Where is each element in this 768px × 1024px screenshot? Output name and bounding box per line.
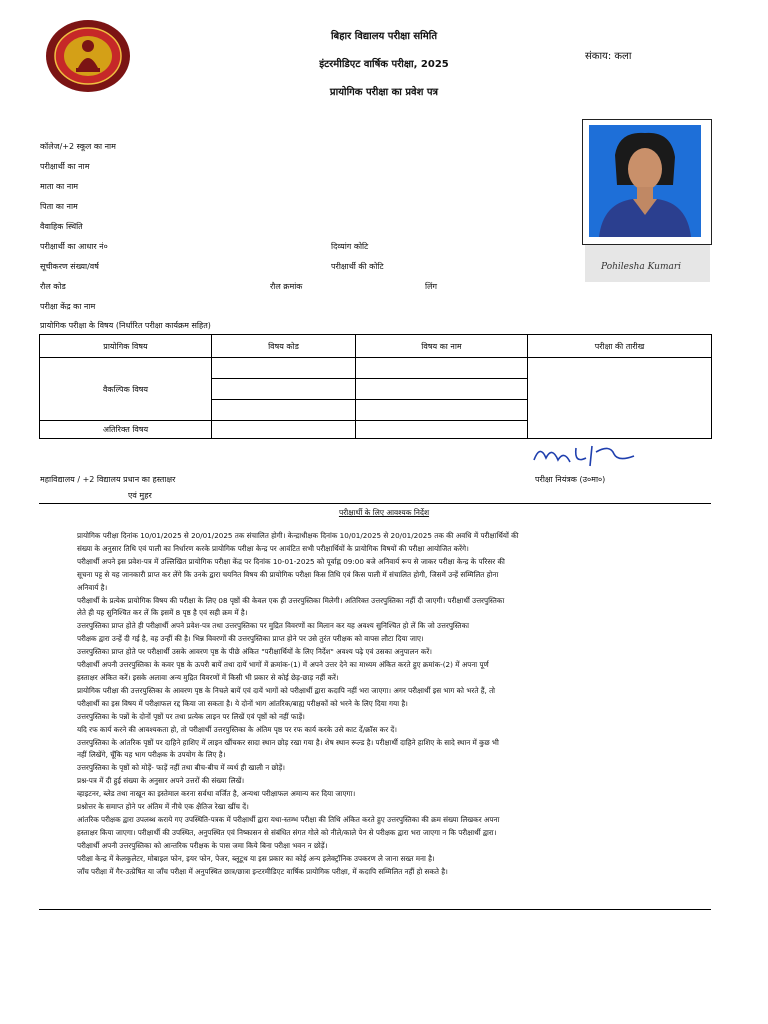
instruction-line: आंतरिक परीक्षक द्वारा उपलब्ध कराये गए उपस्थिति-पत्रक में परीक्षार्थी द्वारा यथा-स्तम्भ परीक्षा की तिथि अंकित करते हुए उत्तरपुस्तिका की क्रम संख्या लिखकर अपना: [77, 814, 500, 824]
divider: [39, 503, 711, 504]
table-cell: [528, 358, 712, 439]
instruction-line: लेते ही यह सुनिश्चित कर लें कि इसमें 8 पृष्ठ है एवं सही क्रम में है।: [77, 608, 248, 618]
field-college: कॉलेज/+2 स्कूल का नाम: [40, 142, 116, 151]
instruction-line: प्रायोगिक परीक्षा दिनांक 10/01/2025 से 20/01/2025 तक संचालित होगी। केन्द्राधीक्षक दिनांक 10/01/2025 से 20/01/2025 तक की अवधि में परीक्षार्थियों की: [77, 531, 519, 540]
field-disability: दिव्यांग कोटि: [331, 242, 369, 251]
field-aadhar: परीक्षार्थी का आधार नं०: [40, 242, 108, 251]
bottom-divider: [39, 909, 711, 910]
col-subject-code: विषय कोड: [212, 335, 356, 358]
table-cell: [356, 379, 528, 400]
instruction-line: परीक्षार्थी अपनी उत्तरपुस्तिका को आन्तरिक परीक्षक के पास जमा किये बिना परीक्षा भवन न छोड़ें।: [77, 840, 328, 850]
instruction-line: सूचना पट्ट से यह जानकारी प्राप्त कर लेंगे कि उनके द्वारा चयनित विषय की प्रायोगिक परीक्षा किस तिथि एवं किस पाली में संचालित होगी, जिसमें उन्हें सम्मिलित होना: [77, 569, 499, 579]
field-category: परीक्षार्थी की कोटि: [331, 262, 384, 271]
row-additional-subject: अतिरिक्त विषय: [40, 421, 212, 439]
table-cell: [212, 379, 356, 400]
instruction-line: प्रश्न-पत्र में दी हुई संख्या के अनुसार अपने उत्तरों की संख्या लिखें।: [77, 776, 245, 786]
field-father-name: पिता का नाम: [40, 202, 78, 211]
instruction-line: संख्या के अनुसार तिथि एवं पाली का निर्धारण करके प्रायोगिक परीक्षा केन्द्र पर आवंटित सभी परीक्षार्थियों के प्रायोगिक विषयों की परीक्षा आयोजित करेंगे।: [77, 543, 469, 553]
field-mother-name: माता का नाम: [40, 182, 79, 191]
instruction-line: परीक्षार्थी अपने इस प्रवेश-पत्र में उल्लिखित प्रायोगिक परीक्षा केंद्र पर दिनांक 10-01-2025 को पूर्वाह्न 09:00 बजे अनिवार्य रूप से जाकर परीक्षा केन्द्र के परिसर की: [77, 556, 505, 566]
table-cell: [212, 358, 356, 379]
table-header-row: [40, 335, 712, 358]
principal-signature-label: महाविद्यालय / +2 विद्यालय प्रधान का हस्ताक्षर: [40, 475, 176, 484]
table-cell: [212, 421, 356, 439]
controller-label: परीक्षा नियंत्रक (उ०मा०): [535, 475, 606, 484]
row-elective-subject: वैकल्पिक विषय: [40, 358, 212, 421]
subject-table: [39, 334, 712, 439]
instruction-line: उत्तरपुस्तिका प्राप्त होते ही परीक्षार्थी अपने प्रवेश-पत्र तथा उत्तरपुस्तिका पर मुद्रित विवरणों का मिलान कर यह अवश्य सुनिश्चित हो लें कि जो उत्तरपुस्तिका: [77, 621, 470, 631]
field-gender: लिंग: [425, 282, 437, 291]
controller-signature: [530, 440, 640, 470]
table-cell: [356, 358, 528, 379]
instruction-line: अनिवार्य है।: [77, 582, 108, 592]
instruction-line: उत्तरपुस्तिका के पन्नों के दोनों पृष्ठों पर तथा प्रत्येक लाइन पर लिखें एवं पृष्ठों को नहीं फाड़ें।: [77, 711, 305, 721]
document-title: प्रायोगिक परीक्षा का प्रवेश पत्र: [329, 87, 439, 98]
field-centre: परीक्षा केंद्र का नाम: [40, 302, 96, 311]
col-exam-date: परीक्षा की तारीख: [528, 335, 712, 358]
instructions-list: [77, 530, 707, 878]
table-cell: [212, 400, 356, 421]
subjects-heading: प्रायोगिक परीक्षा के विषय (निर्धारित परीक्षा कार्यक्रम सहित): [40, 321, 211, 330]
instruction-line: प्रश्नोत्तर के समाप्त होने पर अंतिम में नीचे एक क्षैतिज रेखा खींच दें।: [77, 802, 249, 812]
controller-signature-text: मनोज कुमार: [536, 469, 541, 470]
exam-title: इंटरमीडिएट वार्षिक परीक्षा, 2025: [319, 59, 449, 70]
instruction-line: व्हाइटनर, ब्लेड तथा नाखून का इस्तेमाल करना सर्वथा वर्जित है, अन्यथा परीक्षाफल अमान्य कर दिया जाएगा।: [77, 789, 356, 799]
instructions-title: परीक्षार्थी के लिए आवश्यक निर्देश: [338, 508, 430, 517]
col-practical-subject: प्रायोगिक विषय: [40, 335, 212, 358]
field-registration: सूचीकरण संख्या/वर्ष: [40, 262, 99, 271]
principal-seal-label: एवं मुहर: [128, 491, 152, 500]
board-name: बिहार विद्यालय परीक्षा समिति: [330, 31, 438, 42]
field-marital-status: वैवाहिक स्थिति: [40, 222, 83, 231]
candidate-photo: [589, 125, 701, 237]
instruction-line: जाँच परीक्षा में गैर-उत्प्रेषित या जाँच परीक्षा में अनुपस्थित छात्र/छात्रा इन्टरमीडिएट वार्षिक प्रायोगिक परीक्षा, में कदापि सम्मिलित नहीं हो सकते है।: [77, 866, 448, 876]
instruction-line: नहीं लिखेंगे, चूँकि यह भाग परीक्षक के उपयोग के लिए है।: [77, 750, 226, 760]
instruction-line: परीक्षक द्वारा उन्हें दी गई है, वह उन्हीं की है। भिन्न विवरणों की उत्तरपुस्तिका प्राप्त होने पर उसे तुरंत परीक्षक को वापस लौटा दिया जाए।: [77, 634, 424, 644]
faculty-label: संकाय: कला: [585, 51, 632, 62]
instruction-line: परीक्षार्थी का इस विषय में परीक्षाफल रद्द किया जा सकता है। ये दोनों भाग आंतरिक/बाह्य परीक्षकों को भरने के लिए दिया गया है।: [77, 698, 408, 708]
signature-text: Pohilesha Kumari: [601, 262, 682, 272]
field-student-name: परीक्षार्थी का नाम: [40, 162, 90, 171]
instruction-line: प्रायोगिक परीक्षा की उत्तरपुस्तिका के आवरण पृष्ठ के निचले बायें एवं दायें भागों को परीक्षार्थी द्वारा कदापि नहीं भरा जाएगा। अगर परीक्षार्थी इस भाग को भरते हैं, तो: [77, 685, 496, 695]
table-row: [40, 358, 712, 379]
table-cell: [356, 400, 528, 421]
instruction-line: हस्ताक्षर किया जाएगा। परीक्षार्थी की उपस्थित, अनुपस्थित एवं निष्कासन से संबंधित संगत गोले को नीले/काले पेन से परीक्षक द्वारा भरा जाएगा न कि परीक्षार्थी द्वारा।: [77, 827, 497, 837]
instruction-line: उत्तरपुस्तिका के पृष्ठों को मोड़ें- फाड़ें नहीं तथा बीच-बीच में व्यर्थ ही खाली न छोड़ें।: [77, 763, 285, 773]
candidate-signature: [585, 245, 710, 282]
instruction-line: उत्तरपुस्तिका के आंतरिक पृष्ठों पर दाहिने हाशिए में लाइन खींचकर सादा स्थान छोड़ रखा गया है। शेष स्थान रूल्ड है। परीक्षार्थी दाहिने हाशिए के सादे स्थान में कुछ भी: [77, 737, 499, 747]
table-cell: [356, 421, 528, 439]
instruction-line: परीक्षार्थी के प्रत्येक प्रायोगिक विषय की परीक्षा के लिए 08 पृष्ठों की केवल एक ही उत्तरपुस्तिका मिलेगी। अतिरिक्त उत्तरपुस्तिका नहीं दी जाएगी। परीक्षार्थी उत्तरपुस्तिका: [77, 595, 505, 605]
instruction-line: हस्ताक्षर अंकित करें। इसके अलावा अन्य मुद्रित विवरणों में किसी भी प्रकार से कोई छेड़-छाड़ नहीं करें।: [77, 672, 339, 682]
field-roll-number: रौल क्रमांक: [270, 282, 303, 291]
instruction-line: यदि रफ कार्य करने की आवश्यकता हो, तो परीक्षार्थी उत्तरपुस्तिका के अंतिम पृष्ठ पर रफ कार्य करके उसे काट दें/क्रॉस कर दें।: [77, 724, 397, 734]
field-roll-code: रौल कोड: [40, 282, 66, 291]
instruction-line: परीक्षा केन्द्र में केलकुलेटर, मोबाइल फोन, इयर फोन, पेजर, ब्लूटूथ या इस प्रकार का कोई अन्य इलेक्ट्रॉनिक उपकरण ले जाना सख्त मना है।: [77, 853, 435, 863]
instruction-line: उत्तरपुस्तिका प्राप्त होते पर परीक्षार्थी उसके आवरण पृष्ठ के पीछे अंकित "परीक्षार्थियों के लिए निर्देश" अवश्य पढ़े एवं उसका अनुपालन करें।: [77, 647, 432, 657]
col-subject-name: विषय का नाम: [356, 335, 528, 358]
instruction-line: परीक्षार्थी अपनी उत्तरपुस्तिका के कवर पृष्ठ के ऊपरी बायें तथा दायें भागों में क्रमांक-(1) में अपने उत्तर देने का माध्यम अंकित करते हुए क्रमांक-(2) में अपना पूर्ण: [77, 660, 489, 670]
